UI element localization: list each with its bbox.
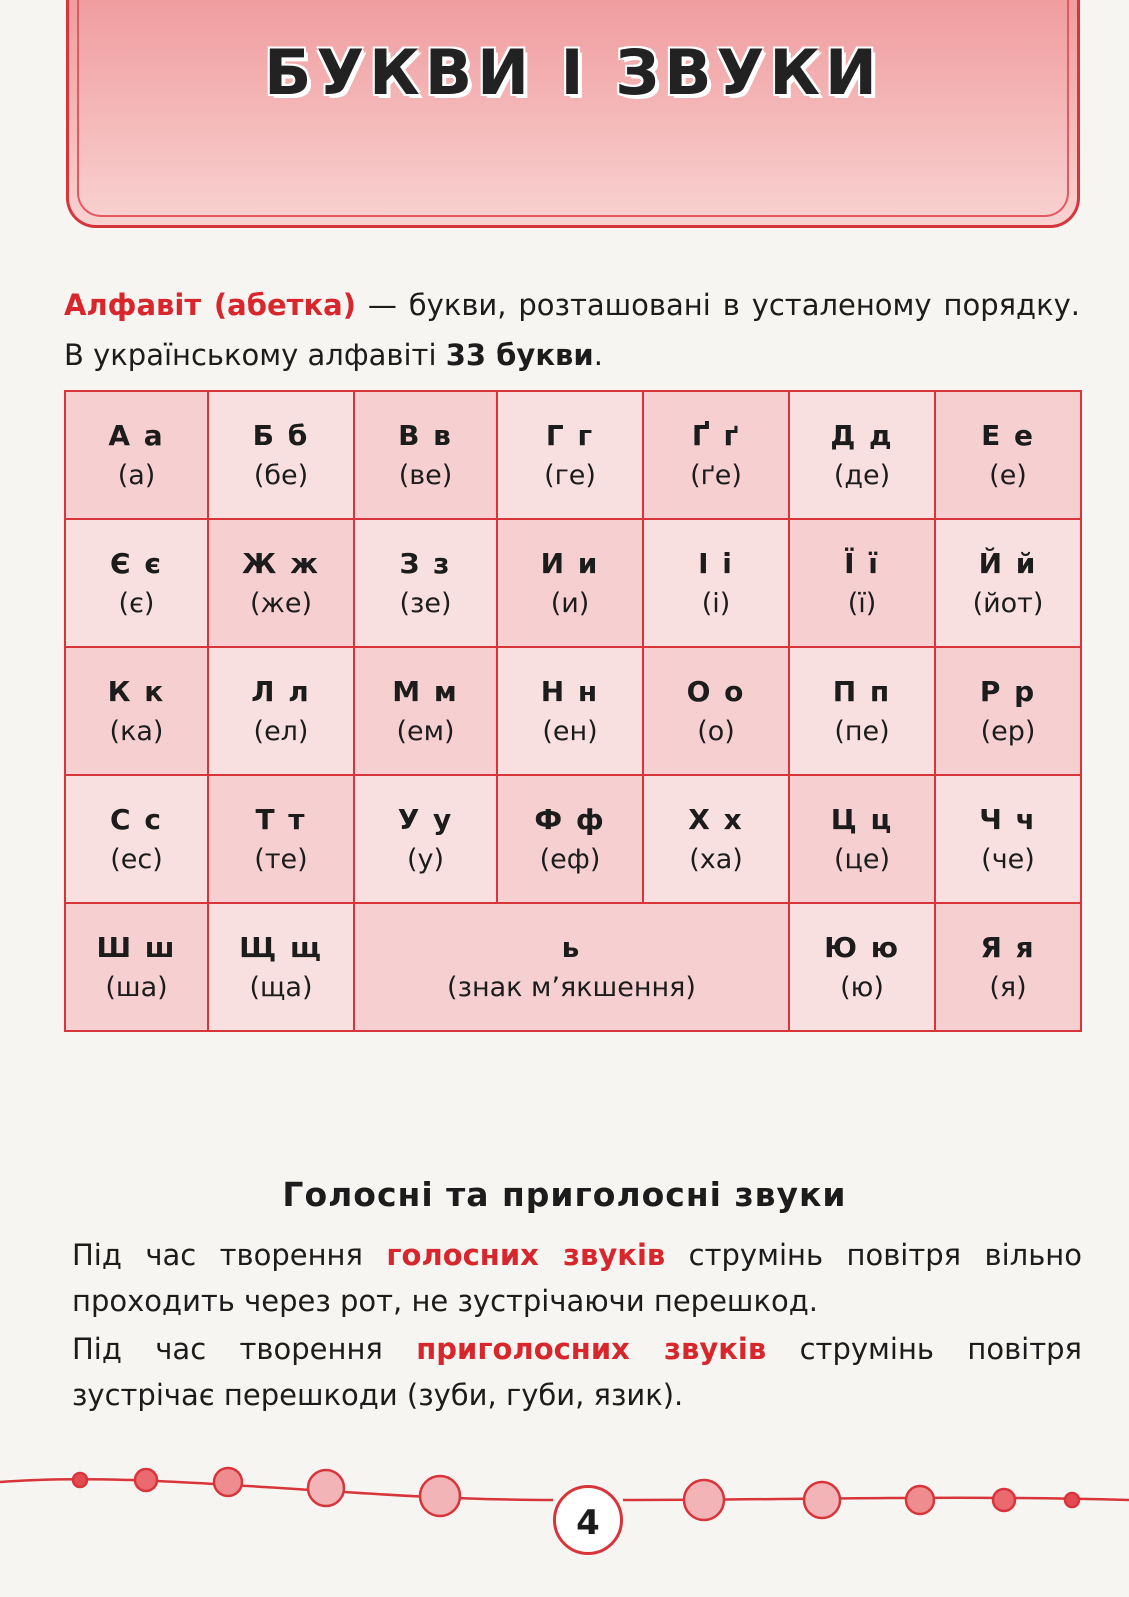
letter-name: (зе) bbox=[399, 588, 452, 619]
consonants-text-start: Під час творення bbox=[72, 1332, 417, 1366]
footer-dot bbox=[420, 1476, 460, 1516]
letter-name: (ел) bbox=[253, 716, 309, 747]
letter-count: 33 букви bbox=[445, 338, 594, 372]
vowels-text-end: струмінь повітря вільно проходить через рот, не зустрічаючи перешкод. bbox=[72, 1238, 1082, 1318]
footer-dot bbox=[804, 1482, 840, 1518]
letter-pair: О о bbox=[686, 675, 746, 708]
letter-pair: Ю ю bbox=[824, 931, 900, 964]
letter-cell bbox=[497, 391, 643, 519]
letter-name: (ґе) bbox=[690, 460, 742, 491]
letter-name: (у) bbox=[406, 844, 445, 875]
letter-pair: Р р bbox=[979, 675, 1037, 708]
page-title: БУКВИ І ЗВУКИ bbox=[264, 36, 882, 109]
letter-name: (еф) bbox=[539, 844, 601, 875]
letter-pair: З з bbox=[399, 547, 452, 580]
letter-pair: Ч ч bbox=[979, 803, 1037, 836]
letter-pair: Ж ж bbox=[242, 547, 320, 580]
letter-pair: Й й bbox=[978, 547, 1038, 580]
letter-cell bbox=[935, 391, 1081, 519]
letter-cell bbox=[354, 647, 497, 775]
consonants-term: приголосних звуків bbox=[416, 1332, 767, 1366]
letter-name: (о) bbox=[697, 716, 735, 747]
letter-pair: А а bbox=[108, 419, 165, 452]
footer-dot bbox=[1065, 1493, 1079, 1507]
letter-pair: Ш ш bbox=[96, 931, 177, 964]
letter-cell bbox=[354, 391, 497, 519]
alphabet-row-2 bbox=[65, 519, 1081, 647]
letter-name: (ща) bbox=[249, 972, 313, 1003]
letter-pair: Л л bbox=[251, 675, 311, 708]
title-banner bbox=[66, 0, 1080, 228]
footer-dot bbox=[906, 1486, 934, 1514]
letter-name: (ер) bbox=[980, 716, 1036, 747]
letter-name: (че) bbox=[981, 844, 1035, 875]
letter-pair: Н н bbox=[540, 675, 600, 708]
letter-pair: В в bbox=[398, 419, 453, 452]
letter-cell bbox=[65, 647, 208, 775]
letter-name: (знак м’якшення) bbox=[447, 972, 696, 1003]
letter-name: (а) bbox=[117, 460, 156, 491]
letter-name: (де) bbox=[833, 460, 891, 491]
section-title: Голосні та приголосні звуки bbox=[282, 1175, 847, 1214]
footer-dot bbox=[308, 1470, 344, 1506]
letter-cell bbox=[643, 775, 789, 903]
consonants-text-end: струмінь повітря зустрічає перешкоди (зуби, губи, язик). bbox=[72, 1332, 1082, 1412]
letter-pair: Ґ ґ bbox=[691, 419, 741, 452]
letter-cell bbox=[354, 775, 497, 903]
letter-pair: Б б bbox=[252, 419, 310, 452]
letter-name: (ша) bbox=[105, 972, 168, 1003]
letter-pair: К к bbox=[107, 675, 166, 708]
letter-pair: П п bbox=[832, 675, 892, 708]
letter-name: (же) bbox=[249, 588, 312, 619]
letter-cell-soft-sign bbox=[354, 903, 789, 1031]
letter-pair: Г г bbox=[545, 419, 595, 452]
letter-pair: І і bbox=[698, 547, 734, 580]
letter-cell bbox=[208, 647, 354, 775]
letter-cell bbox=[789, 519, 935, 647]
letter-name: (ка) bbox=[109, 716, 164, 747]
letter-cell bbox=[354, 519, 497, 647]
letter-name: (ха) bbox=[689, 844, 743, 875]
letter-cell bbox=[643, 391, 789, 519]
letter-name: (ї) bbox=[847, 588, 877, 619]
vowels-paragraph bbox=[72, 1232, 1082, 1324]
alphabet-row-4 bbox=[65, 775, 1081, 903]
letter-pair: Х х bbox=[688, 803, 744, 836]
letter-cell bbox=[497, 775, 643, 903]
letter-cell bbox=[789, 391, 935, 519]
letter-pair: Ц ц bbox=[830, 803, 894, 836]
letter-cell bbox=[208, 391, 354, 519]
alphabet-definition-text: — букви, розташовані в усталеному порядку. В українському алфавіті bbox=[64, 288, 1080, 372]
letter-cell bbox=[208, 519, 354, 647]
letter-name: (пе) bbox=[834, 716, 890, 747]
letter-name: (йот) bbox=[972, 588, 1044, 619]
letter-name: (ве) bbox=[398, 460, 453, 491]
letter-pair: Ї ї bbox=[844, 547, 880, 580]
letter-cell bbox=[497, 519, 643, 647]
letter-pair: Д д bbox=[830, 419, 894, 452]
letter-pair: У у bbox=[397, 803, 454, 836]
letter-pair: Ф ф bbox=[534, 803, 606, 836]
letter-pair: С с bbox=[110, 803, 163, 836]
letter-pair: Т т bbox=[255, 803, 307, 836]
alphabet-definition bbox=[64, 280, 1080, 380]
letter-cell bbox=[935, 519, 1081, 647]
vowels-term: голосних звуків bbox=[386, 1238, 666, 1272]
letter-name: (и) bbox=[550, 588, 590, 619]
letter-name: (те) bbox=[254, 844, 308, 875]
letter-name: (ем) bbox=[396, 716, 455, 747]
letter-pair: ь bbox=[561, 931, 582, 964]
letter-name: (бе) bbox=[253, 460, 309, 491]
letter-cell bbox=[935, 903, 1081, 1031]
letter-cell bbox=[208, 903, 354, 1031]
letter-pair: Е е bbox=[981, 419, 1035, 452]
alphabet-row-1 bbox=[65, 391, 1081, 519]
letter-cell bbox=[935, 775, 1081, 903]
alphabet-table bbox=[64, 390, 1082, 1032]
letter-name: (ге) bbox=[544, 460, 596, 491]
letter-name: (я) bbox=[989, 972, 1027, 1003]
letter-name: (це) bbox=[833, 844, 891, 875]
letter-name: (ен) bbox=[542, 716, 598, 747]
alphabet-term: Алфавіт (абетка) bbox=[64, 288, 356, 322]
footer-dot bbox=[993, 1489, 1015, 1511]
letter-cell bbox=[643, 647, 789, 775]
letter-cell bbox=[65, 903, 208, 1031]
letter-cell bbox=[789, 775, 935, 903]
letter-cell bbox=[65, 775, 208, 903]
letter-name: (ес) bbox=[110, 844, 163, 875]
footer-dot bbox=[214, 1468, 242, 1496]
letter-pair: Я я bbox=[980, 931, 1036, 964]
letter-cell bbox=[789, 903, 935, 1031]
letter-pair: И и bbox=[540, 547, 600, 580]
letter-cell bbox=[643, 519, 789, 647]
letter-pair: М м bbox=[392, 675, 459, 708]
letter-cell bbox=[65, 519, 208, 647]
letter-name: (е) bbox=[989, 460, 1027, 491]
letter-pair: Є є bbox=[110, 547, 163, 580]
letter-name: (ю) bbox=[840, 972, 884, 1003]
letter-cell bbox=[65, 391, 208, 519]
footer-dot bbox=[684, 1480, 724, 1520]
letter-pair: Щ щ bbox=[239, 931, 323, 964]
letter-cell bbox=[935, 647, 1081, 775]
alphabet-row-5 bbox=[65, 903, 1081, 1031]
letter-name: (і) bbox=[701, 588, 731, 619]
alphabet-row-3 bbox=[65, 647, 1081, 775]
definition-end: . bbox=[593, 338, 603, 372]
footer-dot bbox=[73, 1473, 87, 1487]
page-number: 4 bbox=[553, 1485, 623, 1555]
letter-cell bbox=[497, 647, 643, 775]
letter-cell bbox=[208, 775, 354, 903]
letter-name: (є) bbox=[118, 588, 155, 619]
vowels-text-start: Під час творення bbox=[72, 1238, 387, 1272]
consonants-paragraph bbox=[72, 1326, 1082, 1418]
footer-dot bbox=[135, 1469, 157, 1491]
letter-cell bbox=[789, 647, 935, 775]
